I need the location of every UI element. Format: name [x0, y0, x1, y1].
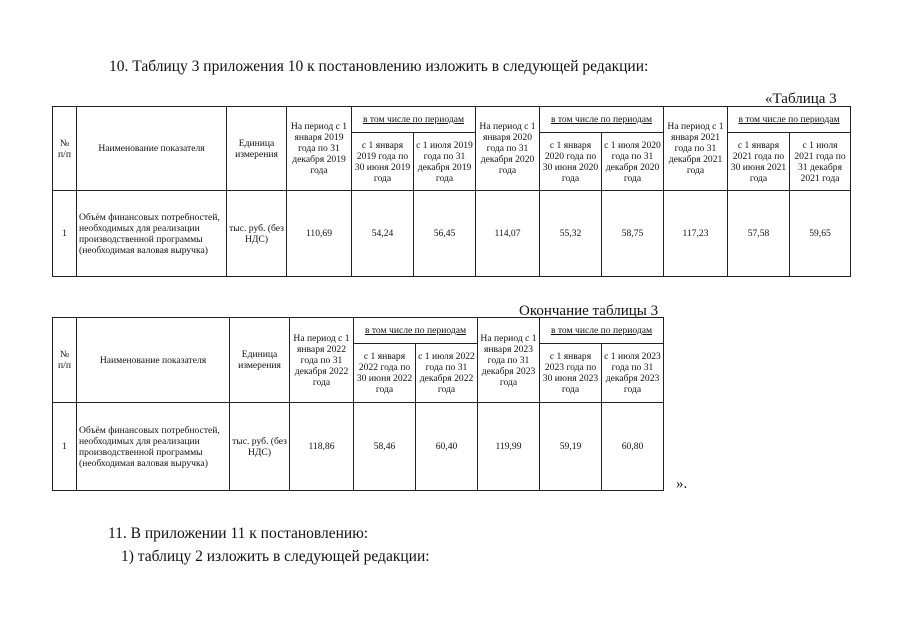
header-incl-2021: в том числе по периодам: [728, 107, 851, 133]
row-name: Объём финансовых потребностей, необходимых для реализации производственной программы (необходимая валовая выручка): [77, 403, 230, 491]
row-num: 1: [53, 191, 77, 277]
header-name: Наименование показателя: [77, 107, 227, 191]
table-row: [53, 191, 851, 277]
header-2019-h1: с 1 января 2019 года по 30 июня 2019 года: [352, 133, 414, 191]
header-period-2022: На период с 1 января 2022 года по 31 декабря 2022 года: [290, 318, 354, 403]
row-unit: тыс. руб. (без НДС): [230, 403, 290, 491]
table-3-end: [52, 317, 664, 491]
table-3-end-caption: Окончание таблицы 3: [519, 303, 659, 319]
value-2020: 114,07: [476, 191, 540, 277]
header-incl-2022: в том числе по периодам: [354, 318, 478, 344]
table-3: [52, 106, 851, 277]
header-incl-2023: в том числе по периодам: [540, 318, 664, 344]
row-unit: тыс. руб. (без НДС): [227, 191, 287, 277]
value-2019-h1: 54,24: [352, 191, 414, 277]
header-period-2021: На период с 1 января 2021 года по 31 декабря 2021 года: [664, 107, 728, 191]
header-2020-h1: с 1 января 2020 года по 30 июня 2020 года: [540, 133, 602, 191]
value-2023-h1: 59,19: [540, 403, 602, 491]
header-2023-h1: с 1 января 2023 года по 30 июня 2023 года: [540, 344, 602, 403]
value-2022-h1: 58,46: [354, 403, 416, 491]
closing-quote: ».: [676, 476, 688, 492]
value-2021: 117,23: [664, 191, 728, 277]
header-2022-h2: с 1 июля 2022 года по 31 декабря 2022 года: [416, 344, 478, 403]
row-name: Объём финансовых потребностей, необходимых для реализации производственной программы (необходимая валовая выручка): [77, 191, 227, 277]
header-unit: Единица измерения: [227, 107, 287, 191]
value-2021-h1: 57,58: [728, 191, 790, 277]
header-num: № п/п: [53, 107, 77, 191]
header-incl-2020: в том числе по периодам: [540, 107, 664, 133]
header-2020-h2: с 1 июля 2020 года по 31 декабря 2020 года: [602, 133, 664, 191]
paragraph-11: 11. В приложении 11 к постановлению:: [108, 525, 369, 542]
value-2022: 118,86: [290, 403, 354, 491]
header-period-2023: На период с 1 января 2023 года по 31 декабря 2023 года: [478, 318, 540, 403]
value-2020-h2: 58,75: [602, 191, 664, 277]
header-2021-h2: с 1 июля 2021 года по 31 декабря 2021 года: [790, 133, 851, 191]
header-2023-h2: с 1 июля 2023 года по 31 декабря 2023 года: [602, 344, 664, 403]
header-2021-h1: с 1 января 2021 года по 30 июня 2021 года: [728, 133, 790, 191]
value-2023-h2: 60,80: [602, 403, 664, 491]
header-num: № п/п: [53, 318, 77, 403]
value-2022-h2: 60,40: [416, 403, 478, 491]
value-2021-h2: 59,65: [790, 191, 851, 277]
header-period-2020: На период с 1 января 2020 года по 31 декабря 2020 года: [476, 107, 540, 191]
paragraph-11-item-1: 1) таблицу 2 изложить в следующей редакции:: [121, 548, 430, 565]
paragraph-10: 10. Таблицу 3 приложения 10 к постановлению изложить в следующей редакции:: [109, 58, 649, 75]
table-row: [53, 403, 664, 491]
value-2023: 119,99: [478, 403, 540, 491]
header-name: Наименование показателя: [77, 318, 230, 403]
header-2019-h2: с 1 июля 2019 года по 31 декабря 2019 года: [414, 133, 476, 191]
header-unit: Единица измерения: [230, 318, 290, 403]
value-2019: 110,69: [287, 191, 352, 277]
value-2020-h1: 55,32: [540, 191, 602, 277]
header-period-2019: На период с 1 января 2019 года по 31 декабря 2019 года: [287, 107, 352, 191]
value-2019-h2: 56,45: [414, 191, 476, 277]
header-incl-2019: в том числе по периодам: [352, 107, 476, 133]
row-num: 1: [53, 403, 77, 491]
header-2022-h1: с 1 января 2022 года по 30 июня 2022 года: [354, 344, 416, 403]
table-3-caption: «Таблица 3: [765, 91, 837, 107]
